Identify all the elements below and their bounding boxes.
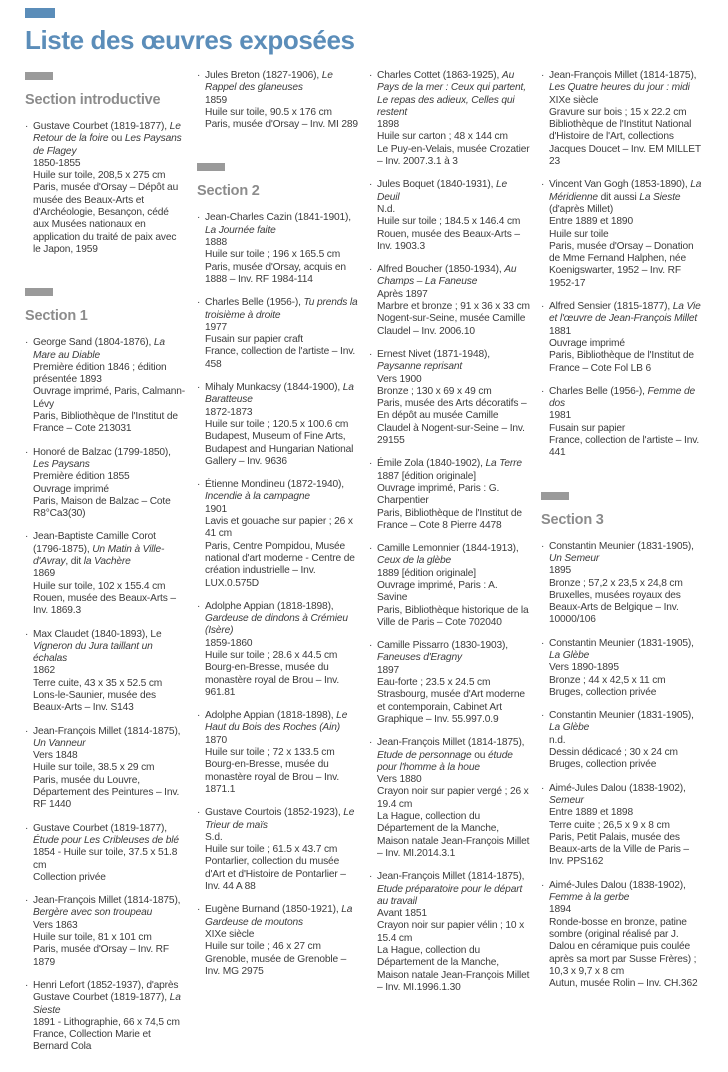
- entry-line: 1977: [205, 321, 228, 333]
- artwork-entry: [197, 479, 358, 590]
- bullet-icon: ·: [541, 179, 545, 191]
- bullet-icon: ·: [541, 385, 545, 397]
- artwork-entry-text: [205, 297, 358, 371]
- entry-line: France, collection de l'artiste – Inv. 441: [549, 435, 700, 459]
- entry-line: Alfred Boucher (1850-1934), Au Champs – La Faneuse: [377, 264, 517, 288]
- bullet-icon: ·: [25, 446, 29, 458]
- artwork-entry-text: [377, 458, 530, 532]
- bullet-icon: ·: [369, 543, 373, 555]
- entry-line: 1881: [549, 325, 572, 337]
- page-title: Liste des œuvres exposées: [25, 25, 355, 55]
- entry-line: Jean-François Millet (1814-1875), Etude préparatoire pour le départ au travail: [377, 871, 525, 907]
- entry-line: Charles Belle (1956-), Femme de dos: [549, 385, 695, 410]
- bullet-icon: ·: [25, 895, 29, 907]
- artwork-entry-text: [205, 601, 358, 699]
- artwork-entry: [541, 179, 702, 290]
- column-4: [541, 70, 702, 1065]
- entry-line: 1870: [205, 734, 228, 746]
- artwork-entry: [541, 783, 702, 869]
- artwork-entry-text: [377, 737, 530, 860]
- entry-line: Bruges, collection privée: [549, 759, 657, 771]
- entry-line: Gustave Courtois (1852-1923), Le Trieur de maïs: [205, 807, 355, 831]
- bullet-icon: ·: [197, 297, 201, 309]
- column-1: [25, 70, 186, 1065]
- bullet-icon: ·: [197, 710, 201, 722]
- artwork-entry: [369, 70, 530, 168]
- entry-line: 1859-1860: [205, 637, 253, 649]
- entry-line: Huile sur toile: [549, 228, 609, 240]
- artwork-entry: [197, 601, 358, 699]
- entry-line: Entre 1889 et 1898: [549, 807, 633, 819]
- entry-line: Fusain sur papier craft: [205, 334, 303, 346]
- entry-line: Constantin Meunier (1831-1905), La Glèbe: [549, 637, 694, 661]
- artwork-entry: [25, 823, 186, 884]
- columns: [25, 70, 714, 1065]
- artwork-entry-text: [205, 70, 358, 131]
- entry-line: Charles Belle (1956-), Tu prends la troisième à droite: [205, 297, 358, 321]
- section-heading: Section 1: [25, 308, 88, 325]
- section-heading: Section 2: [197, 183, 260, 200]
- artwork-entry: [197, 710, 358, 796]
- entry-line: Paris, musée d'Orsay – Inv. RF 1879: [33, 944, 169, 968]
- artwork-entry-text: [377, 640, 530, 726]
- entry-line: Jean-François Millet (1814-1875), Bergère avec son troupeau: [33, 895, 181, 919]
- artwork-entry: [369, 349, 530, 447]
- artwork-entry-text: [549, 386, 702, 460]
- entry-line: Camille Lemonnier (1844-1913), Ceux de la glèbe: [377, 543, 519, 567]
- artwork-entry: [25, 531, 186, 617]
- bullet-icon: ·: [541, 782, 545, 794]
- artwork-entry: [25, 726, 186, 812]
- bullet-icon: ·: [369, 348, 373, 360]
- entry-line: Dessin dédicacé ; 30 x 24 cm: [549, 747, 678, 759]
- artwork-entry-text: [33, 980, 186, 1054]
- entry-line: Huile sur toile, 208,5 x 275 cm: [33, 170, 166, 182]
- entry-line: 1897: [377, 664, 400, 676]
- artwork-entry-text: [549, 179, 702, 290]
- artwork-entry: [369, 458, 530, 532]
- artwork-entry-text: [33, 726, 186, 812]
- entry-line: Jules Breton (1827-1906), Le Rappel des glaneuses: [205, 70, 333, 94]
- entry-line: Ouvrage imprimé, Paris : A. Savine: [377, 579, 498, 604]
- entry-line: Paris, Bibliothèque de l'Institut de France – Cote Fol LB 6: [549, 350, 694, 374]
- entry-line: 1901: [205, 503, 228, 515]
- entry-line: Bronze ; 57,2 x 23,5 x 24,8 cm: [549, 577, 683, 589]
- artwork-entry-text: [377, 349, 530, 447]
- artwork-entry-text: [205, 479, 358, 590]
- entry-line: Mihaly Munkacsy (1844-1900), La Baratteuse: [205, 382, 354, 406]
- entry-line: Eugène Burnand (1850-1921), La Gardeuse de moutons: [205, 904, 353, 928]
- artwork-entry-text: [33, 447, 186, 521]
- entry-line: Paris, Petit Palais, musée des Beaux-arts de la Ville de Paris – Inv. PPS162: [549, 831, 689, 868]
- entry-line: Constantin Meunier (1831-1905), La Glèbe: [549, 710, 694, 734]
- entry-line: Ouvrage imprimé: [549, 337, 625, 349]
- bullet-icon: ·: [541, 710, 545, 722]
- entry-line: Bronze ; 130 x 69 x 49 cm: [377, 385, 492, 397]
- entry-line: 1898: [377, 119, 400, 131]
- entry-line: Alfred Sensier (1815-1877), La Vie et l'œuvre de Jean-François Millet: [549, 301, 701, 325]
- bullet-icon: ·: [25, 979, 29, 991]
- entry-line: Ouvrage imprimé: [33, 483, 109, 495]
- artwork-entry: [25, 980, 186, 1054]
- entry-line: 1888: [205, 237, 228, 249]
- entry-line: Paris, Maison de Balzac – Cote R8°Ca3(30): [33, 495, 171, 520]
- artwork-entry-text: [33, 823, 186, 884]
- entry-line: 1862: [33, 665, 56, 677]
- entry-line: Charles Cottet (1863-1925), Au Pays de la mer : Ceux qui partent, Le repas des adieux, Celles qui restent: [377, 70, 526, 118]
- entry-line: Après 1897: [377, 288, 428, 300]
- entry-line: Lavis et gouache sur papier ; 26 x 41 cm: [205, 516, 353, 540]
- entry-line: XIXe siècle: [549, 94, 599, 106]
- entry-line: Marbre et bronze ; 91 x 36 x 33 cm: [377, 301, 530, 313]
- bullet-icon: ·: [25, 822, 29, 834]
- section-marker-bar: [25, 72, 53, 80]
- bullet-icon: ·: [197, 904, 201, 916]
- entry-line: 1850-1855: [33, 157, 81, 169]
- artwork-entry: [197, 297, 358, 371]
- entry-line: Vers 1890-1895: [549, 662, 619, 674]
- entry-line: Autun, musée Rolin – Inv. CH.362: [549, 978, 698, 990]
- artwork-entry-text: [377, 179, 530, 253]
- bullet-icon: ·: [25, 121, 29, 132]
- bullet-icon: ·: [369, 264, 373, 276]
- entry-line: Nogent-sur-Seine, musée Camille Claudel – Inv. 2006.10: [377, 313, 526, 337]
- entry-line: Paris, Bibliothèque historique de la Ville de Paris – Cote 702040: [377, 604, 529, 628]
- entry-line: Jean-Baptiste Camille Corot (1796-1875), Un Matin à Ville-d'Avray, dit la Vachère: [33, 531, 165, 568]
- entry-line: Collection privée: [33, 871, 106, 883]
- bullet-icon: ·: [197, 807, 201, 819]
- entry-line: Huile sur carton ; 48 x 144 cm: [377, 131, 508, 143]
- entry-line: Ouvrage imprimé, Paris, Calmann-Lévy: [33, 386, 186, 410]
- entry-line: Le Puy-en-Velais, musée Crozatier – Inv. 2007.3.1 à 3: [377, 143, 530, 168]
- column-3: [369, 70, 530, 1065]
- bullet-icon: ·: [369, 871, 373, 883]
- entry-line: XIXe siècle: [205, 928, 255, 940]
- entry-line: Terre cuite ; 26,5 x 9 x 8 cm: [549, 819, 670, 831]
- entry-line: Paris, musée des Arts décoratifs – En dépôt au musée Camille Claudel à Nogent-sur-Seine – Inv. 29155: [377, 398, 527, 447]
- entry-line: 1887 [édition originale]: [377, 470, 476, 482]
- entry-line: Adolphe Appian (1818-1898), Le Haut du Bois des Roches (Ain): [205, 710, 348, 734]
- entry-line: Vincent Van Gogh (1853-1890), La Méridienne dit aussi La Sieste (d'après Millet): [549, 179, 702, 215]
- entry-line: George Sand (1804-1876), La Mare au Diable: [33, 337, 165, 361]
- bullet-icon: ·: [541, 540, 545, 552]
- artwork-entry-text: [205, 212, 358, 286]
- entry-line: La Hague, collection du Département de la Manche, Maison natale Jean-François Millet – Inv. MI.1996.1.30: [377, 945, 530, 993]
- artwork-entry: [197, 212, 358, 286]
- entry-line: 1872-1873: [205, 406, 253, 418]
- entry-line: Bronze ; 44 x 42,5 x 11 cm: [549, 674, 666, 686]
- bullet-icon: ·: [25, 337, 29, 349]
- entry-line: Eau-forte ; 23.5 x 24.5 cm: [377, 677, 491, 689]
- artwork-entry: [541, 710, 702, 771]
- entry-line: Fusain sur papier: [549, 422, 626, 434]
- entry-line: Émile Zola (1840-1902), La Terre: [377, 458, 522, 470]
- entry-line: Première édition 1846 ; édition présentée 1893: [33, 361, 167, 386]
- section-marker-bar: [25, 288, 53, 296]
- bullet-icon: ·: [541, 637, 545, 649]
- artwork-entry: [541, 301, 702, 375]
- entry-line: Jean-François Millet (1814-1875), Les Quatre heures du jour : midi: [549, 70, 697, 94]
- entry-line: Pontarlier, collection du musée d'Art et d'Histoire de Pontarlier – Inv. 44 A 88: [205, 856, 346, 893]
- artwork-entry-text: [33, 531, 186, 617]
- bullet-icon: ·: [197, 212, 201, 224]
- bullet-icon: ·: [369, 640, 373, 652]
- entry-line: Paris, Centre Pompidou, Musée national d'art moderne - Centre de création industrielle – Inv. LUX.0.575D: [205, 540, 355, 589]
- bullet-icon: ·: [197, 479, 201, 491]
- entry-line: Grenoble, musée de Grenoble – Inv. MG 2975: [205, 953, 347, 977]
- entry-line: Paris, musée d'Orsay – Inv. MI 289: [205, 119, 358, 131]
- entry-line: Max Claudet (1840-1893), Le Vigneron du Jura taillant un échalas: [33, 628, 162, 665]
- bullet-icon: ·: [197, 382, 201, 394]
- artwork-entry-text: [549, 70, 702, 168]
- artwork-entry-text: [377, 871, 530, 994]
- entry-line: Terre cuite, 43 x 35 x 52.5 cm: [33, 677, 163, 689]
- artwork-entry-text: [33, 895, 186, 969]
- entry-line: Bruges, collection privée: [549, 686, 657, 698]
- entry-line: Huile sur toile ; 184.5 x 146.4 cm: [377, 216, 521, 228]
- entry-line: Bibliothèque de l'Institut National d'Histoire de l'Art, collections Jacques Doucet – Inv. EM MILLET 23: [549, 119, 701, 168]
- artwork-entry-text: [549, 880, 702, 991]
- entry-line: Vers 1900: [377, 373, 422, 385]
- section-marker-bar: [541, 492, 569, 500]
- bullet-icon: ·: [25, 628, 29, 640]
- entry-line: Paris, Bibliothèque de l'Institut de France – Cote 213031: [33, 411, 178, 435]
- entry-line: Huile sur toile ; 196 x 165.5 cm: [205, 249, 341, 261]
- artwork-entry: [369, 640, 530, 726]
- entry-line: Crayon noir sur papier vergé ; 26 x 19.4 cm: [377, 786, 529, 810]
- artwork-entry: [541, 880, 702, 991]
- entry-line: 1859: [205, 94, 228, 106]
- entry-line: Gustave Courbet (1819-1877), Le Retour de la foire ou Les Paysans de Flagey: [33, 121, 182, 157]
- artwork-entry: [25, 121, 186, 256]
- entry-line: Crayon noir sur papier vélin ; 10 x 15.4 cm: [377, 920, 525, 944]
- artwork-entry: [25, 447, 186, 521]
- entry-line: Huile sur toile, 102 x 155.4 cm: [33, 580, 166, 592]
- artwork-entry-text: [33, 121, 186, 256]
- entry-line: Huile sur toile, 81 x 101 cm: [33, 932, 152, 944]
- entry-line: 1895: [549, 565, 572, 577]
- artwork-entry: [25, 337, 186, 435]
- entry-line: Gravure sur bois ; 15 x 22.2 cm: [549, 106, 687, 118]
- entry-line: Entre 1889 et 1890: [549, 216, 633, 228]
- bullet-icon: ·: [25, 725, 29, 737]
- artwork-entry-text: [33, 337, 186, 435]
- artwork-entry-text: [549, 783, 702, 869]
- entry-line: Paris, Bibliothèque de l'Institut de France – Cote 8 Pierre 4478: [377, 507, 522, 531]
- entry-line: 1891 - Lithographie, 66 x 74,5 cm: [33, 1016, 180, 1028]
- artwork-entry: [197, 904, 358, 978]
- bullet-icon: ·: [369, 737, 373, 749]
- entry-line: Huile sur toile ; 28.6 x 44.5 cm: [205, 649, 338, 661]
- entry-line: Étienne Mondineu (1872-1940), Incendie à la campagne: [205, 479, 344, 503]
- entry-line: Bruxelles, musées royaux des Beaux-Arts de Belgique – Inv. 10000/106: [549, 589, 681, 626]
- entry-line: n.d.: [549, 734, 566, 746]
- bullet-icon: ·: [541, 301, 545, 313]
- artwork-entry: [541, 386, 702, 460]
- entry-line: 1869: [33, 568, 56, 580]
- entry-line: Huile sur toile ; 61.5 x 43.7 cm: [205, 844, 338, 856]
- bullet-icon: ·: [197, 600, 201, 612]
- bullet-icon: ·: [369, 70, 373, 81]
- entry-line: N.d.: [377, 203, 396, 215]
- entry-line: Henri Lefort (1852-1937), d'après Gustave Courbet (1819-1877), La Sieste: [33, 979, 181, 1016]
- entry-line: Jean-François Millet (1814-1875), Un Vanneur: [33, 725, 181, 749]
- entry-line: France, Collection Marie et Bernard Cola: [33, 1029, 151, 1053]
- entry-line: Première édition 1855: [33, 471, 130, 483]
- artwork-entry: [369, 543, 530, 629]
- entry-line: Ouvrage imprimé, Paris : G. Charpentier: [377, 482, 500, 507]
- artwork-entry: [197, 70, 358, 131]
- artwork-entry: [541, 70, 702, 168]
- entry-line: Camille Pissarro (1830-1903), Faneuses d'Eragny: [377, 640, 508, 664]
- artwork-entry-text: [205, 382, 358, 468]
- artwork-entry-text: [205, 807, 358, 893]
- bullet-icon: ·: [369, 179, 373, 191]
- artwork-entry-text: [549, 710, 702, 771]
- bullet-icon: ·: [25, 531, 29, 543]
- title-marker-bar: [25, 8, 55, 18]
- entry-line: Aimé-Jules Dalou (1838-1902), Semeur: [549, 782, 686, 806]
- entry-line: Huile sur toile ; 46 x 27 cm: [205, 941, 321, 953]
- artwork-entry-text: [377, 543, 530, 629]
- entry-line: Paris, musée d'Orsay – Donation de Mme Fernand Halphen, née Koenigswarter, 1952 – Inv. RF 1952-17: [549, 240, 694, 289]
- artwork-entry: [541, 638, 702, 699]
- artwork-entry: [369, 264, 530, 338]
- entry-line: Ronde-bosse en bronze, patine sombre (original réalisé par J. Dalou en céramique puis coulée après sa mort par Susse Frères) ; 10,3 x 9,7 x 8 cm: [549, 916, 697, 977]
- entry-line: Aimé-Jules Dalou (1838-1902), Femme à la gerbe: [549, 879, 686, 904]
- entry-line: Bourg-en-Bresse, musée du monastère royal de Brou – Inv. 1871.1: [205, 759, 340, 795]
- entry-line: Huile sur toile, 90.5 x 176 cm: [205, 106, 332, 118]
- entry-line: 1889 [édition originale]: [377, 567, 476, 579]
- entry-line: Jules Boquet (1840-1931), Le Deuil: [377, 179, 508, 203]
- entry-line: Rouen, musée des Beaux-Arts – Inv. 1869.3: [33, 592, 176, 617]
- entry-line: Lons-le-Saunier, musée des Beaux-Arts – Inv. S143: [33, 689, 156, 714]
- artwork-entry: [369, 737, 530, 860]
- entry-line: Huile sur toile, 38.5 x 29 cm: [33, 762, 155, 774]
- entry-line: Avant 1851: [377, 908, 427, 920]
- entry-line: 1854 - Huile sur toile, 37.5 x 51.8 cm: [33, 847, 178, 871]
- artwork-entry: [369, 179, 530, 253]
- artwork-entry: [197, 382, 358, 468]
- entry-line: Huile sur toile ; 120.5 x 100.6 cm: [205, 418, 349, 430]
- artwork-entry-text: [33, 629, 186, 715]
- bullet-icon: ·: [541, 70, 545, 81]
- artwork-entry-text: [377, 264, 530, 338]
- entry-line: Honoré de Balzac (1799-1850), Les Paysans: [33, 446, 171, 470]
- entry-line: Vers 1880: [377, 774, 422, 786]
- entry-line: Constantin Meunier (1831-1905), Un Semeur: [549, 540, 694, 564]
- artwork-entry: [541, 541, 702, 627]
- column-2: [197, 70, 358, 1065]
- entry-line: Ernest Nivet (1871-1948), Paysanne reprisant: [377, 348, 490, 373]
- section-marker-bar: [197, 163, 225, 171]
- entry-line: Vers 1863: [33, 919, 78, 931]
- entry-line: Rouen, musée des Beaux-Arts – Inv. 1903.3: [377, 228, 520, 252]
- entry-line: France, collection de l'artiste – Inv. 458: [205, 346, 356, 370]
- entry-line: Budapest, Museum of Fine Arts, Budapest and Hungarian National Gallery – Inv. 9636: [205, 431, 354, 467]
- entry-line: Bourg-en-Bresse, musée du monastère royal de Brou – Inv. 961.81: [205, 662, 340, 698]
- bullet-icon: ·: [197, 70, 201, 81]
- entry-line: Paris, musée d'Orsay, acquis en 1888 – Inv. RF 1984-114: [205, 261, 346, 285]
- entry-line: Jean-François Millet (1814-1875), Etude de personnage ou étude pour l'homme à la houe: [377, 737, 525, 773]
- artwork-entry-text: [549, 301, 702, 375]
- artwork-entry-text: [205, 904, 358, 978]
- entry-line: Strasbourg, musée d'Art moderne et contemporain, Cabinet Art Graphique – Inv. 55.997.0.9: [377, 689, 525, 725]
- entry-line: 1981: [549, 410, 572, 422]
- entry-line: Paris, musée du Louvre, Département des Peintures – Inv. RF 1440: [33, 774, 180, 811]
- artwork-entry: [25, 895, 186, 969]
- artwork-entry-text: [549, 638, 702, 699]
- entry-line: Gustave Courbet (1819-1877), Étude pour Les Cribleuses de blé: [33, 822, 179, 846]
- artwork-entry-text: [549, 541, 702, 627]
- entry-line: 1894: [549, 904, 572, 916]
- bullet-icon: ·: [541, 879, 545, 891]
- entry-line: Vers 1848: [33, 750, 78, 762]
- artwork-entry-text: [377, 70, 530, 168]
- entry-line: S.d.: [205, 831, 223, 843]
- entry-line: Jean-Charles Cazin (1841-1901), La Journée faite: [205, 212, 351, 236]
- artwork-entry: [369, 871, 530, 994]
- artwork-entry: [197, 807, 358, 893]
- bullet-icon: ·: [369, 458, 373, 470]
- entry-line: Huile sur toile ; 72 x 133.5 cm: [205, 747, 335, 759]
- artwork-entry-text: [205, 710, 358, 796]
- entry-line: Paris, musée d'Orsay – Dépôt au musée des Beaux-Arts et d'Archéologie, Besançon, cédé aux Musées nationaux en application du traité de paix avec le Japon, 1959: [33, 182, 179, 255]
- entry-line: Adolphe Appian (1818-1898), Gardeuse de dindons à Crémieu (Isère): [205, 600, 348, 637]
- section-heading: Section 3: [541, 511, 604, 528]
- section-heading: Section introductive: [25, 92, 161, 108]
- artwork-entry: [25, 629, 186, 715]
- entry-line: La Hague, collection du Département de la Manche, Maison natale Jean-François Millet – Inv. MI.2014.3.1: [377, 811, 530, 859]
